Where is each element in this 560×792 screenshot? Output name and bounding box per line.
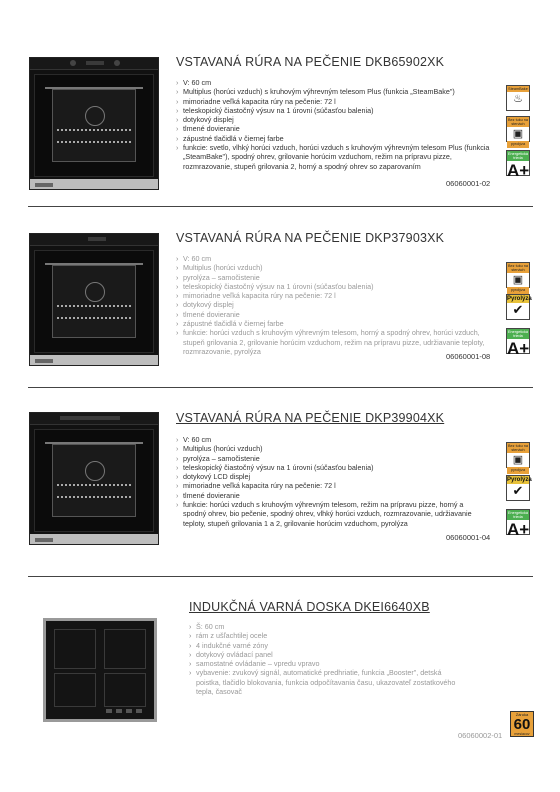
- feature-item: › V: 60 cm: [176, 435, 486, 444]
- product-image-oven-3: [29, 412, 159, 545]
- feature-item: › Multiplus (horúci vzduch): [176, 444, 486, 453]
- feature-item: › Š: 60 cm: [189, 622, 459, 631]
- feature-item: › Multiplus (horúci vzduch): [176, 263, 486, 272]
- feature-item: › dotykový ovládací panel: [189, 650, 459, 659]
- feature-list: [176, 254, 486, 356]
- oven-control-panel: [30, 234, 158, 246]
- grease-badge: [506, 116, 530, 147]
- product-title: VSTAVANÁ RÚRA NA PEČENIE DKP37903XK: [176, 231, 445, 245]
- feature-item: › samostatné ovládanie – vpredu vpravo: [189, 659, 459, 668]
- pyrolysis-badge: [506, 475, 530, 501]
- product-image-oven-1: [29, 57, 159, 190]
- feature-item: › tlmené dovieranie: [176, 124, 491, 133]
- grease-badge-footer: pyrolýza: [507, 467, 529, 473]
- steam-icon: ♨: [513, 93, 523, 106]
- product-code: 06060001-02: [446, 179, 491, 188]
- energy-class-value: A+: [507, 520, 530, 540]
- feature-item: › zápustné tlačidlá v čiernej farbe: [176, 134, 491, 143]
- warranty-pre: Záruka: [515, 712, 529, 717]
- energy-class-badge: [506, 509, 530, 540]
- feature-item: › funkcie: svetlo, vlhký horúci vzduch, horúci vzduch s kruhovým výhrevným telesom Plus (funkcia „SteamBake"), spodný ohrev, grilovanie horúcim vzduchom, režim na prípravu pizze, rozmrazovanie, stupeň grilovania 2, horný a spodný ohrev so zaparovaním: [176, 143, 491, 171]
- section-divider: [28, 206, 533, 207]
- energy-class-value: A+: [507, 339, 530, 359]
- feature-item: › teleskopický čiastočný výsuv na 1 úrovni (súčasťou balenia): [176, 282, 486, 291]
- product-title: VSTAVANÁ RÚRA NA PEČENIE DKB65902XK: [176, 55, 445, 69]
- feature-item: › dotykový LCD displej: [176, 472, 486, 481]
- grease-badge-header: Bez tuku na stenách: [507, 444, 529, 453]
- grease-badge-footer: pyrolýza: [507, 287, 529, 293]
- section-divider: [28, 576, 533, 577]
- warranty-months: 60: [513, 716, 531, 733]
- grease-badge-footer: pyrolýza: [507, 141, 529, 147]
- feature-item: › tlmené dovieranie: [176, 310, 486, 319]
- grease-badge-header: Bez tuku na stenách: [507, 118, 529, 127]
- pyrolysis-badge: [506, 294, 530, 320]
- pyrolysis-label: Pyrolýza: [507, 477, 532, 483]
- energy-badge-header: Energetická trieda: [507, 511, 529, 520]
- product-code: 06060001-08: [446, 352, 491, 361]
- oven-cavity-icon: ▣: [512, 128, 524, 141]
- grease-badge-header: Bez tuku na stenách: [507, 264, 529, 273]
- feature-item: › teleskopický čiastočný výsuv na 1 úrovni (súčasťou balenia): [176, 463, 486, 472]
- feature-item: › Multiplus (horúci vzduch) s kruhovým výhrevným telesom Plus (funkcia „SteamBake"): [176, 87, 491, 96]
- steambake-badge-label: SteamBake: [508, 87, 528, 91]
- check-icon: ✔: [512, 302, 524, 317]
- product-image-induction-hob: [43, 618, 157, 722]
- feature-item: › tlmené dovieranie: [176, 491, 486, 500]
- energy-badge-header: Energetická trieda: [507, 330, 529, 339]
- energy-class-badge: [506, 328, 530, 359]
- oven-door: [34, 429, 154, 532]
- warranty-post: mesiacov: [514, 732, 530, 736]
- feature-item: › mimoriadne veľká kapacita rúry na pečenie: 72 l: [176, 97, 491, 106]
- energy-class-badge: [506, 150, 530, 181]
- feature-item: › pyrolýza – samočistenie: [176, 454, 486, 463]
- oven-door: [34, 74, 154, 177]
- feature-item: › teleskopický čiastočný výsuv na 1 úrovni (súčasťou balenia): [176, 106, 491, 115]
- oven-cavity-icon: ▣: [512, 274, 524, 287]
- feature-item: › zápustné tlačidlá v čiernej farbe: [176, 319, 486, 328]
- feature-list: [176, 78, 491, 171]
- oven-control-panel: [30, 58, 158, 70]
- feature-item: › rám z ušľachtilej ocele: [189, 631, 459, 640]
- oven-control-panel: [30, 413, 158, 425]
- feature-item: › V: 60 cm: [176, 78, 491, 87]
- feature-item: › mimoriadne veľká kapacita rúry na pečenie: 72 l: [176, 291, 486, 300]
- feature-item: › pyrolýza – samočistenie: [176, 273, 486, 282]
- feature-item: › vybavenie: zvukový signál, automatické predhriatie, funkcia „Booster", detská poistka, tlačidlo blokovania, funkcia odpočítavania času, ukazovateľ zostatkového tepla, časovač: [189, 668, 459, 696]
- oven-cavity-icon: ▣: [512, 454, 524, 467]
- steambake-badge: [506, 85, 530, 111]
- product-title: VSTAVANÁ RÚRA NA PEČENIE DKP39904XK: [176, 411, 445, 425]
- energy-class-value: A+: [507, 161, 530, 181]
- product-image-oven-2: [29, 233, 159, 366]
- feature-list: [189, 622, 459, 696]
- feature-list: [176, 435, 486, 528]
- pyrolysis-label: Pyrolýza: [507, 296, 532, 302]
- feature-item: › dotykový displej: [176, 115, 491, 124]
- energy-badge-header: Energetická trieda: [507, 152, 529, 161]
- feature-item: › funkcie: horúci vzduch s kruhovým výhrevným telesom, horný a spodný ohrev, horúci vzduch, stupeň grilovania 2, grilovanie horúcim vzduchom, režim na prípravu pizze, udržiavanie teploty, rozmrazovanie, pyrolýza: [176, 328, 486, 356]
- grease-badge: [506, 262, 530, 293]
- warranty-badge: [510, 711, 534, 737]
- oven-door: [34, 250, 154, 353]
- product-code: 06060001-04: [446, 533, 491, 542]
- feature-item: › dotykový displej: [176, 300, 486, 309]
- grease-badge: [506, 442, 530, 473]
- product-code: 06060002-01: [458, 731, 503, 740]
- feature-item: › funkcie: horúci vzduch s kruhovým výhrevným telesom, režim na prípravu pizze, horný a spodný ohrev, bio pečenie, spodný ohrev, vlhký horúci vzduch, rozmrazovanie, udržiavanie teploty, stupeň grilovania 1 a 2, grilovanie horúcim vzduchom, pyrolýza: [176, 500, 486, 528]
- feature-item: › 4 indukčné varné zóny: [189, 641, 459, 650]
- product-title: INDUKČNÁ VARNÁ DOSKA DKEI6640XB: [189, 600, 430, 614]
- check-icon: ✔: [512, 483, 524, 498]
- feature-item: › V: 60 cm: [176, 254, 486, 263]
- feature-item: › mimoriadne veľká kapacita rúry na pečenie: 72 l: [176, 481, 486, 490]
- section-divider: [28, 387, 533, 388]
